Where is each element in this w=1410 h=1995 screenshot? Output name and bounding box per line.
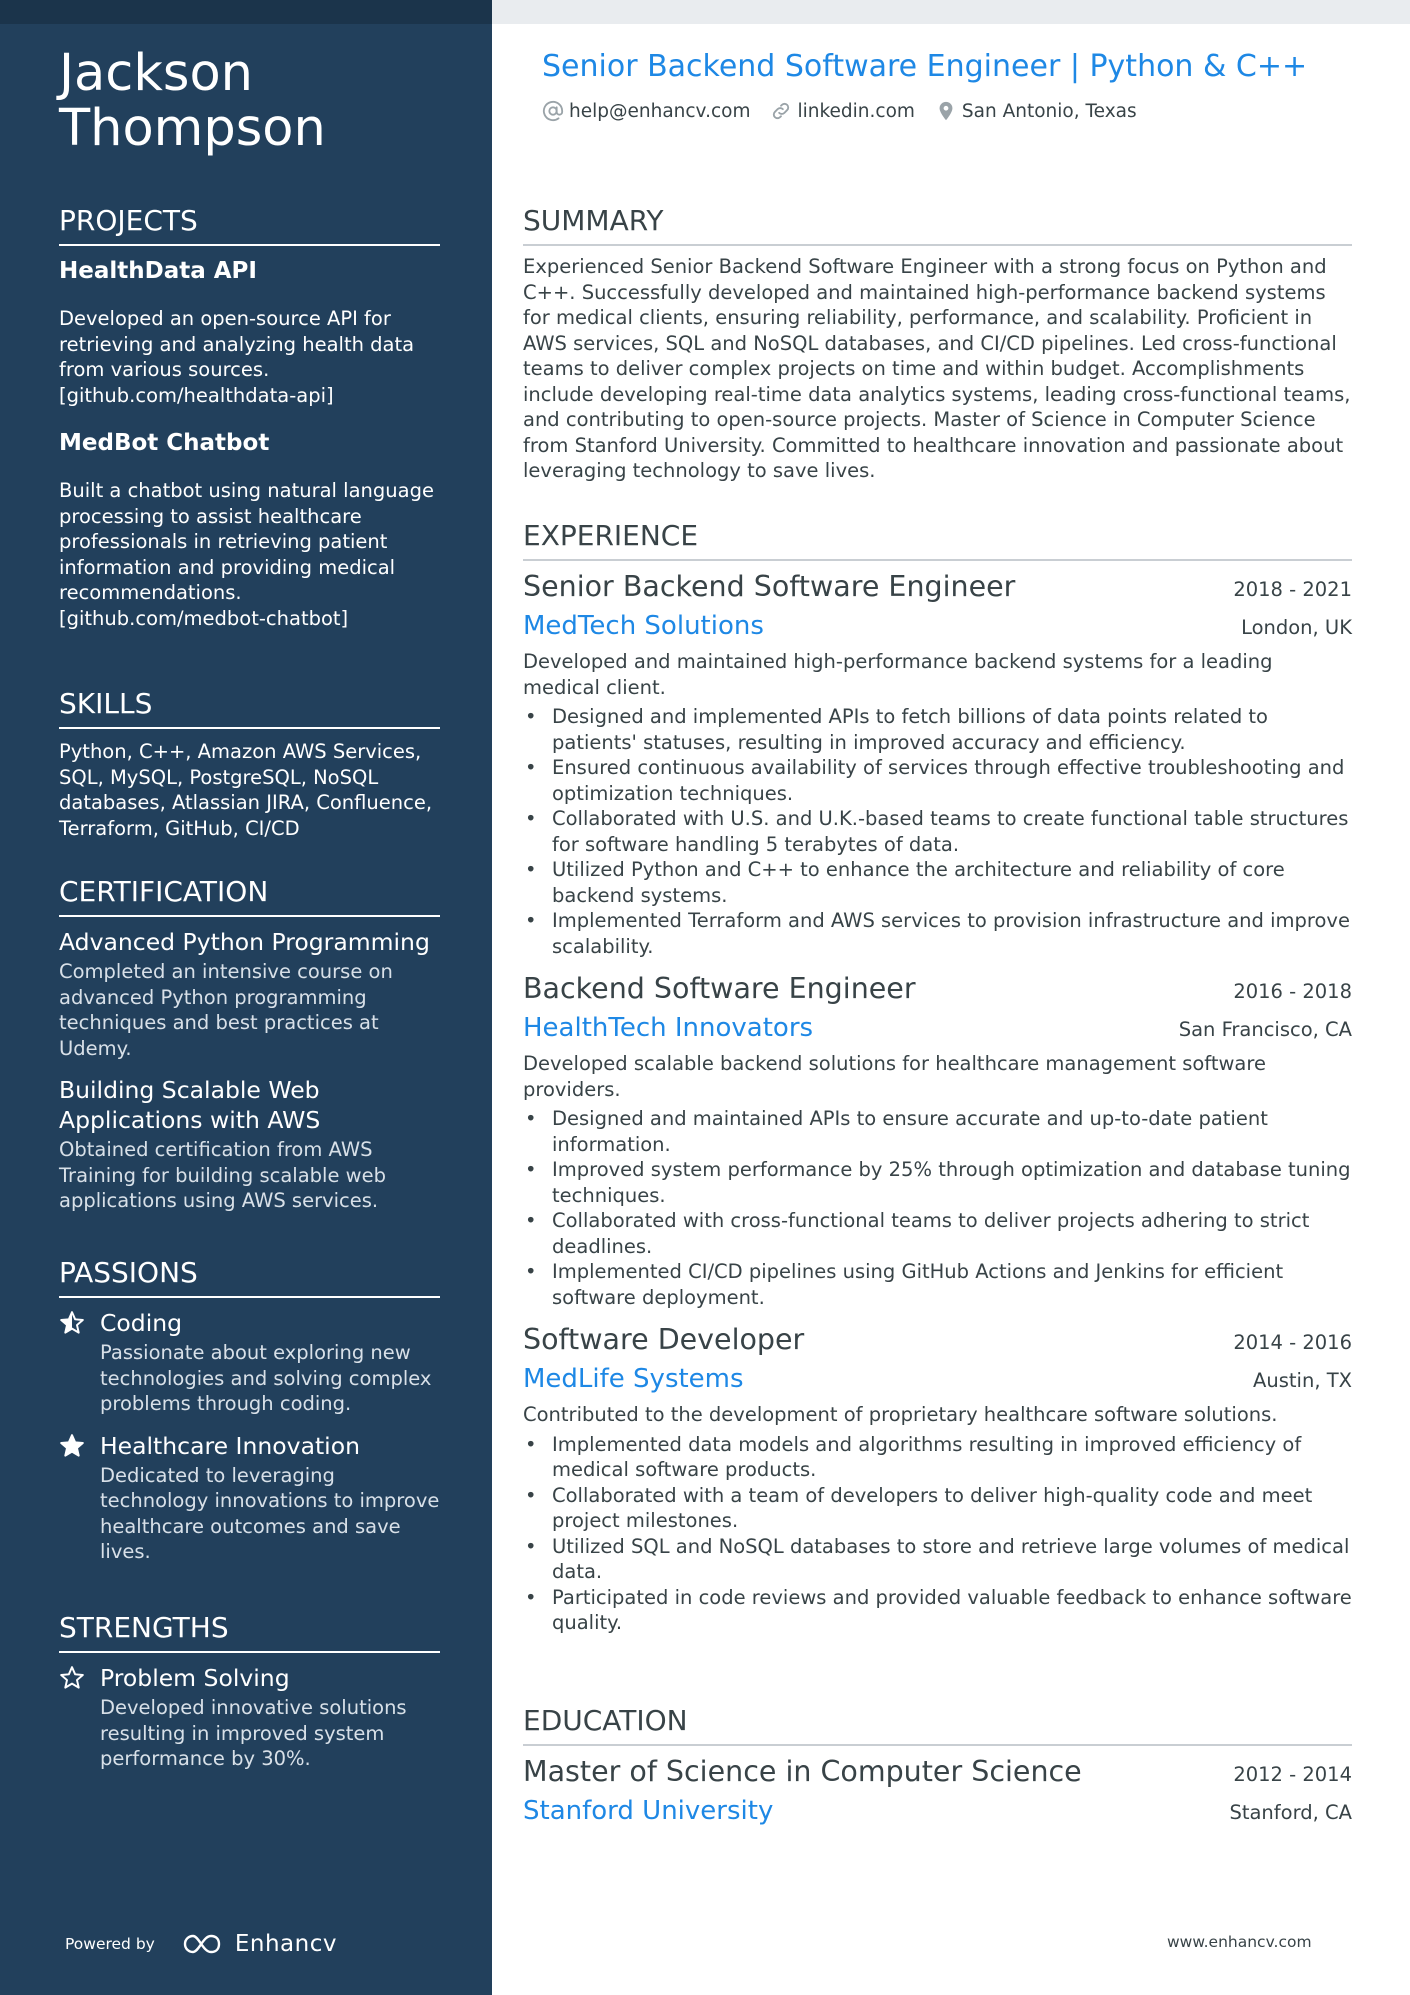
job-location: Austin, TX xyxy=(1253,1369,1352,1392)
bullet-item: • Implemented CI/CD pipelines using GitHub Actions and Jenkins for efficient software deployment. xyxy=(523,1259,1352,1310)
bullet-item: • Collaborated with cross-functional teams to deliver projects adhering to strict deadlines. xyxy=(523,1208,1352,1259)
job-location: London, UK xyxy=(1241,616,1352,639)
job-description: Developed scalable backend solutions for healthcare management software providers. xyxy=(523,1052,1266,1101)
experience-item xyxy=(523,569,1352,959)
bullet-item: • Participated in code reviews and provided valuable feedback to enhance software quality. xyxy=(523,1585,1352,1636)
education-heading: EDUCATION xyxy=(523,1704,1352,1746)
job-description: Developed and maintained high-performance backend systems for a leading medical client. xyxy=(523,650,1273,699)
link-icon xyxy=(770,100,792,122)
passion-item xyxy=(59,1308,440,1417)
projects-section xyxy=(59,204,440,631)
experience-item xyxy=(523,971,1352,1310)
certification-heading: CERTIFICATION xyxy=(59,875,440,917)
job-title: Backend Software Engineer xyxy=(523,972,916,1005)
summary-section xyxy=(523,204,1352,484)
bullet-item: • Ensured continuous availability of services through effective troubleshooting and optimization techniques. xyxy=(523,755,1352,806)
summary-heading: SUMMARY xyxy=(523,204,1352,246)
powered-by-footer xyxy=(65,1928,337,1960)
experience-item xyxy=(523,1322,1352,1636)
strengths-section xyxy=(59,1611,440,1772)
job-bullets xyxy=(523,1432,1352,1636)
certification-section xyxy=(59,875,440,1214)
project-name: HealthData API xyxy=(59,258,257,284)
job-bullets xyxy=(523,1106,1352,1310)
contact-location xyxy=(935,100,1137,122)
bullet-item: • Utilized Python and C++ to enhance the architecture and reliability of core backend systems. xyxy=(523,857,1352,908)
contact-email[interactable] xyxy=(542,100,750,122)
projects-heading: PROJECTS xyxy=(59,204,440,246)
passion-name: Healthcare Innovation xyxy=(100,1431,360,1460)
at-sign-icon xyxy=(542,100,564,122)
linkedin-text: linkedin.com xyxy=(797,100,915,122)
skills-heading: SKILLS xyxy=(59,687,440,729)
certification-description: Completed an intensive course on advanced Python programming techniques and best practices at Udemy. xyxy=(59,960,393,1060)
map-pin-icon xyxy=(935,100,957,122)
certification-description: Obtained certification from AWS Training for building scalable web applications using AWS services. xyxy=(59,1138,386,1212)
bullet-item: • Designed and maintained APIs to ensure accurate and up-to-date patient information. xyxy=(523,1106,1352,1157)
job-title: Software Developer xyxy=(523,1323,805,1356)
passions-section xyxy=(59,1256,440,1565)
project-description: Built a chatbot using natural language processing to assist healthcare professionals in retrieving patient information and providing medical recommendations. [github.com/medbot-chatbot] xyxy=(59,479,434,630)
certification-item xyxy=(59,927,440,1061)
website-link[interactable]: www.enhancv.com xyxy=(1167,1933,1312,1951)
certification-item xyxy=(59,1075,440,1214)
location-text: San Antonio, Texas xyxy=(961,100,1137,122)
strength-item xyxy=(59,1663,440,1772)
passion-item xyxy=(59,1431,440,1565)
sidebar xyxy=(0,0,492,1995)
enhancv-brand-name: Enhancv xyxy=(234,1931,337,1957)
strength-name: Problem Solving xyxy=(100,1664,290,1692)
bullet-item: • Collaborated with a team of developers to deliver high-quality code and meet project milestones. xyxy=(523,1483,1352,1534)
job-company: MedTech Solutions xyxy=(523,611,764,641)
bullet-item: • Improved system performance by 25% through optimization and database tuning techniques. xyxy=(523,1157,1352,1208)
project-item xyxy=(59,256,440,408)
certification-name: Advanced Python Programming xyxy=(59,928,430,956)
bullet-item: • Designed and implemented APIs to fetch billions of data points related to patients' statuses, resulting in improved accuracy and efficiency. xyxy=(523,704,1352,755)
bullet-item: • Collaborated with U.S. and U.K.-based teams to create functional table structures for software handling 5 terabytes of data. xyxy=(523,806,1352,857)
job-location: San Francisco, CA xyxy=(1178,1018,1352,1041)
education-item xyxy=(523,1754,1352,1828)
contact-linkedin[interactable] xyxy=(770,100,914,122)
bullet-item: • Utilized SQL and NoSQL databases to store and retrieve large volumes of medical data. xyxy=(523,1534,1352,1585)
half-star-icon xyxy=(59,1310,85,1336)
summary-text: Experienced Senior Backend Software Engineer with a strong focus on Python and C++. Successfully developed and maintained high-performance backend systems for medical clients, ensuring reliability, performance, and scalability. Proficient in AWS services, SQL and NoSQL databases, and CI/CD pipelines. Led cross-functional teams to deliver complex projects on time and within budget. Accomplishments include developing real-time data analytics systems, leading cross-functional teams, and contributing to open-source projects. Master of Science in Computer Science from Stanford University. Committed to healthcare innovation and passionate about leveraging technology to save lives. xyxy=(523,255,1351,482)
headline: Senior Backend Software Engineer | Python & C++ xyxy=(542,49,1308,84)
job-description: Contributed to the development of proprietary healthcare software solutions. xyxy=(523,1403,1278,1426)
job-dates: 2014 - 2016 xyxy=(1233,1331,1352,1354)
project-name: MedBot Chatbot xyxy=(59,430,270,456)
experience-section xyxy=(523,519,1352,1636)
contact-bar xyxy=(542,100,1157,122)
email-text: help@enhancv.com xyxy=(569,100,751,122)
job-title: Senior Backend Software Engineer xyxy=(523,570,1016,603)
education-section xyxy=(523,1704,1352,1828)
passion-name: Coding xyxy=(100,1309,183,1337)
strengths-heading: STRENGTHS xyxy=(59,1611,440,1653)
star-icon xyxy=(59,1433,85,1459)
star-outline-icon xyxy=(59,1665,85,1691)
sidebar-top-band xyxy=(0,0,492,24)
candidate-name: Jackson Thompson xyxy=(59,44,326,158)
passion-description: Passionate about exploring new technologies and solving complex problems through coding. xyxy=(100,1341,432,1415)
bullet-item: • Implemented data models and algorithms resulting in improved efficiency of medical software products. xyxy=(523,1432,1352,1483)
job-dates: 2018 - 2021 xyxy=(1233,578,1352,601)
project-description: Developed an open-source API for retrieving and analyzing health data from various sources. [github.com/healthdata-api] xyxy=(59,307,415,407)
job-company: MedLife Systems xyxy=(523,1364,744,1394)
bullet-item: • Implemented Terraform and AWS services to provision infrastructure and improve scalability. xyxy=(523,908,1352,959)
passions-heading: PASSIONS xyxy=(59,1256,440,1298)
job-dates: 2016 - 2018 xyxy=(1233,980,1352,1003)
main-content xyxy=(492,0,1410,1995)
education-dates: 2012 - 2014 xyxy=(1233,1763,1352,1786)
powered-by-label: Powered by xyxy=(65,1935,155,1953)
project-item xyxy=(59,428,440,631)
job-bullets xyxy=(523,704,1352,959)
strength-description: Developed innovative solutions resulting in improved system performance by 30%. xyxy=(100,1696,407,1770)
passion-description: Dedicated to leveraging technology innovations to improve healthcare outcomes and save lives. xyxy=(100,1463,440,1563)
degree-name: Master of Science in Computer Science xyxy=(523,1755,1082,1788)
main-top-band xyxy=(492,0,1410,24)
skills-list: Python, C++, Amazon AWS Services, SQL, MySQL, PostgreSQL, NoSQL databases, Atlassian JIRA, Confluence, Terraform, GitHub, CI/CD xyxy=(59,740,433,840)
school-name: Stanford University xyxy=(523,1796,774,1826)
school-location: Stanford, CA xyxy=(1229,1801,1352,1824)
skills-section xyxy=(59,687,440,841)
certification-name: Building Scalable Web Applications with AWS xyxy=(59,1076,321,1134)
experience-heading: EXPERIENCE xyxy=(523,519,1352,561)
job-company: HealthTech Innovators xyxy=(523,1013,814,1043)
enhancv-logo-icon xyxy=(181,1932,227,1956)
